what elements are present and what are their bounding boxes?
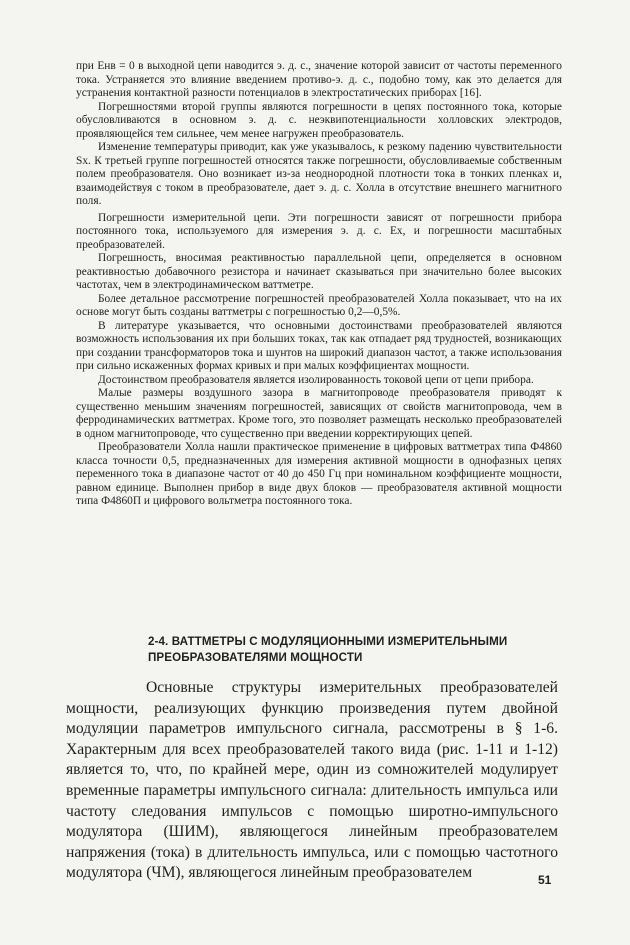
paragraph: Преобразователи Холла нашли практическое применение в цифровых ваттметрах типа Ф4860 класса точности 0,5, предназначенных для измерения активной мощности в однофазных цепях переменного тока в диапазоне частот от 40 до 450 Гц при номинальном коэффициенте мощности, равном единице. Выполнен прибор в виде двух блоков — преобразователя активной мощности типа Ф4860П и цифрового вольтметра постоянного тока. (76, 441, 562, 507)
section-heading (148, 634, 568, 666)
section-heading-line: ПРЕОБРАЗОВАТЕЛЯМИ МОЩНОСТИ (148, 651, 363, 664)
paragraph: Погрешности измерительной цепи. Эти погрешности зависят от погрешности прибора постоянного тока, используемого для измерения э. д. с. Ex, и погрешности масштабных преобразователей. (76, 211, 562, 251)
paragraph: В литературе указывается, что основными достоинствами преобразователей являются возможность использования их при больших токах, так как отпадает ряд трудностей, возникающих при создании трансформаторов тока и шунтов на широкий диапазон частот, а также использования при сильно искаженных формах кривых и при малых коэффициентах мощности. (76, 319, 562, 372)
section-heading-line: 2-4. ВАТТМЕТРЫ С МОДУЛЯЦИОННЫМИ ИЗМЕРИТЕЛЬНЫМИ (148, 635, 508, 648)
paragraph: Малые размеры воздушного зазора в магнитопроводе преобразователя приводят к существенно меньшим значениям погрешностей, зависящих от свойств магнитопровода, чем в ферродинамических ваттметрах. Кроме того, это позволяет размещать несколько преобразователей в одном магнитопроводе, что существенно при введении корректирующих цепей. (76, 387, 562, 440)
text-block (76, 60, 562, 509)
section-paragraph: Основные структуры измерительных преобразователей мощности, реализующих функцию произведения путем двойной модуляции параметров импульсного сигнала, рассмотрены в § 1-6. Характерным для всех преобразователей такого вида (рис. 1-11 и 1-12) является то, что, по крайней мере, один из сомножителей модулирует временные параметры импульсного сигнала: длительность импульса или частоту следования импульсов с помощью широтно-импульсного модулятора (ШИМ), являющегося линейным преобразователем напряжения (тока) в длительность импульса, или с помощью частотного модулятора (ЧМ), являющегося линейным преобразователем (66, 679, 558, 882)
page-number: 51 (538, 873, 552, 887)
paragraph: Изменение температуры приводит, как уже указывалось, к резкому падению чувствительности Sx. К третьей группе погрешностей относятся также погрешности, обусловливаемые собственным полем преобразователя. Оно возникает из-за неоднородной плотности тока в тонких пленках и, взаимодействуя с током в преобразователе, дает э. д. с. Холла в отсутствие внешнего магнитного поля. (76, 141, 562, 207)
paragraph: Достоинством преобразователя является изолированность токовой цепи от цепи прибора. (98, 373, 534, 386)
section-body (66, 678, 558, 884)
paragraph: при Eнв = 0 в выходной цепи наводится э. д. с., значение которой зависит от частоты переменного тока. Устраняется это влияние введением противо-э. д. с., подобно тому, как это делается для устранения контактной разности потенциалов в электростатических приборах [16]. (76, 60, 562, 99)
paragraph: Погрешность, вносимая реактивностью параллельной цепи, определяется в основном реактивностью добавочного резистора и начинает сказываться при значительно более высоких частотах, чем в электродинамическом ваттметре. (76, 252, 562, 291)
paragraph: Погрешностями второй группы являются погрешности в цепях постоянного тока, которые обусловливаются в основном э. д. с. неэквипотенциальности холловских электродов, проявляющейся тем сильнее, чем менее нагружен преобразователь. (76, 100, 562, 140)
paragraph: Более детальное рассмотрение погрешностей преобразователей Холла показывает, что на их основе могут быть созданы ваттметры с погрешностью 0,2—0,5%. (76, 292, 562, 318)
